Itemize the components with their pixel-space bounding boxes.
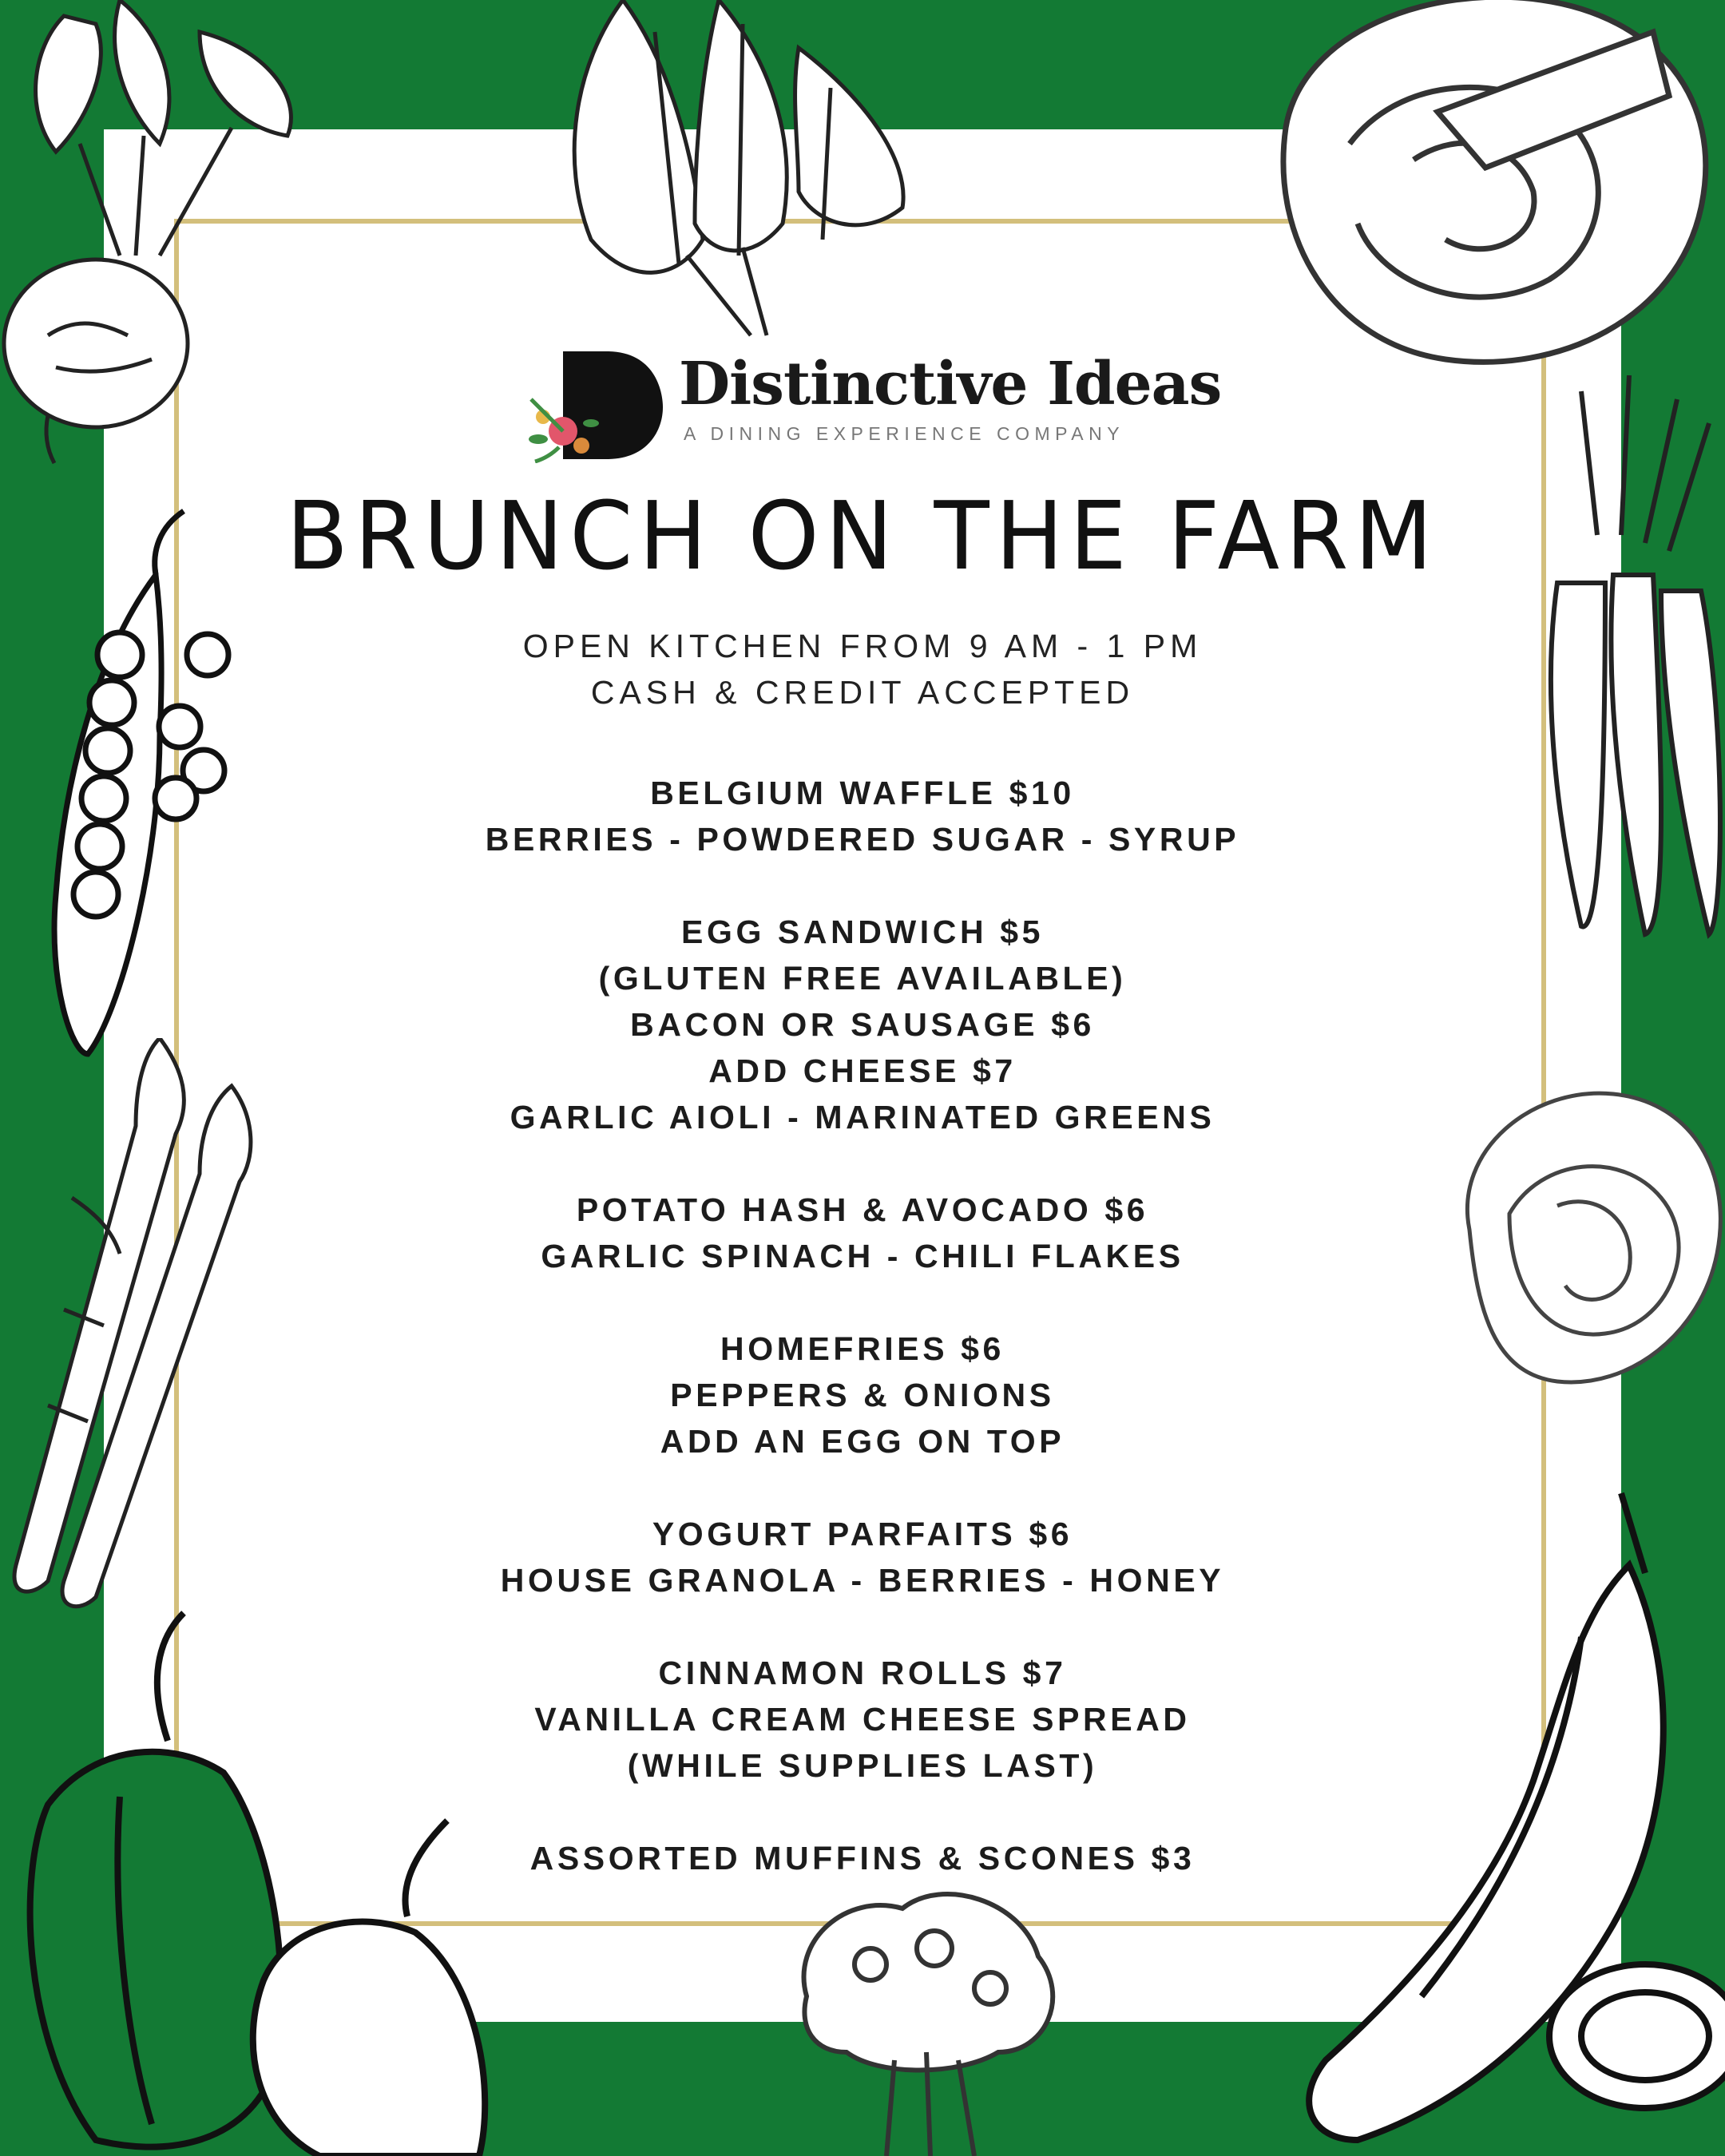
logo-mark xyxy=(527,343,663,463)
menu-item-detail: (GLUTEN FREE AVAILABLE) xyxy=(598,960,1127,997)
menu-item-title: YOGURT PARFAITS $6 xyxy=(652,1516,1073,1552)
beet-illustration xyxy=(0,0,343,471)
menu-item xyxy=(0,770,1725,862)
brand-tagline: A DINING EXPERIENCE COMPANY xyxy=(684,423,1125,444)
menu-item-detail: (WHILE SUPPLIES LAST) xyxy=(627,1747,1098,1784)
hours-text: OPEN KITCHEN FROM 9 AM - 1 PM xyxy=(522,628,1203,664)
menu-item-detail: BERRIES - POWDERED SUGAR - SYRUP xyxy=(485,821,1240,858)
brand-logo xyxy=(527,343,1222,463)
menu-item-detail: VANILLA CREAM CHEESE SPREAD xyxy=(534,1701,1191,1738)
menu-item-title: HOMEFRIES $6 xyxy=(720,1330,1005,1367)
menu-item xyxy=(0,1187,1725,1279)
menu-item-detail: ADD CHEESE $7 xyxy=(708,1052,1017,1089)
menu-item-detail: GARLIC AIOLI - MARINATED GREENS xyxy=(510,1099,1215,1135)
menu-list xyxy=(0,770,1725,1928)
menu-item xyxy=(0,1326,1725,1464)
chard-illustration xyxy=(559,0,934,343)
page-title: BRUNCH ON THE FARM xyxy=(286,481,1439,591)
menu-item-detail: GARLIC SPINACH - CHILI FLAKES xyxy=(541,1238,1184,1274)
menu-item-detail: BACON OR SAUSAGE $6 xyxy=(630,1006,1095,1043)
menu-item-title: CINNAMON ROLLS $7 xyxy=(658,1655,1067,1691)
payment-text: CASH & CREDIT ACCEPTED xyxy=(590,674,1135,711)
menu-item-detail: PEPPERS & ONIONS xyxy=(670,1377,1055,1413)
menu-item-title: POTATO HASH & AVOCADO $6 xyxy=(576,1191,1149,1228)
service-info xyxy=(0,623,1725,715)
menu-item xyxy=(0,1835,1725,1881)
cabbage-illustration xyxy=(1254,0,1725,383)
menu-item xyxy=(0,1511,1725,1603)
menu-item-title: BELGIUM WAFFLE $10 xyxy=(650,775,1075,811)
brand-name: Distinctive Ideas xyxy=(679,350,1222,418)
menu-item-detail: HOUSE GRANOLA - BERRIES - HONEY xyxy=(500,1562,1225,1599)
menu-item-title: ASSORTED MUFFINS & SCONES $3 xyxy=(529,1840,1196,1877)
menu-item-title: EGG SANDWICH $5 xyxy=(681,914,1044,950)
menu-item xyxy=(0,1650,1725,1789)
menu-item-detail: ADD AN EGG ON TOP xyxy=(660,1423,1065,1460)
menu-item xyxy=(0,909,1725,1140)
